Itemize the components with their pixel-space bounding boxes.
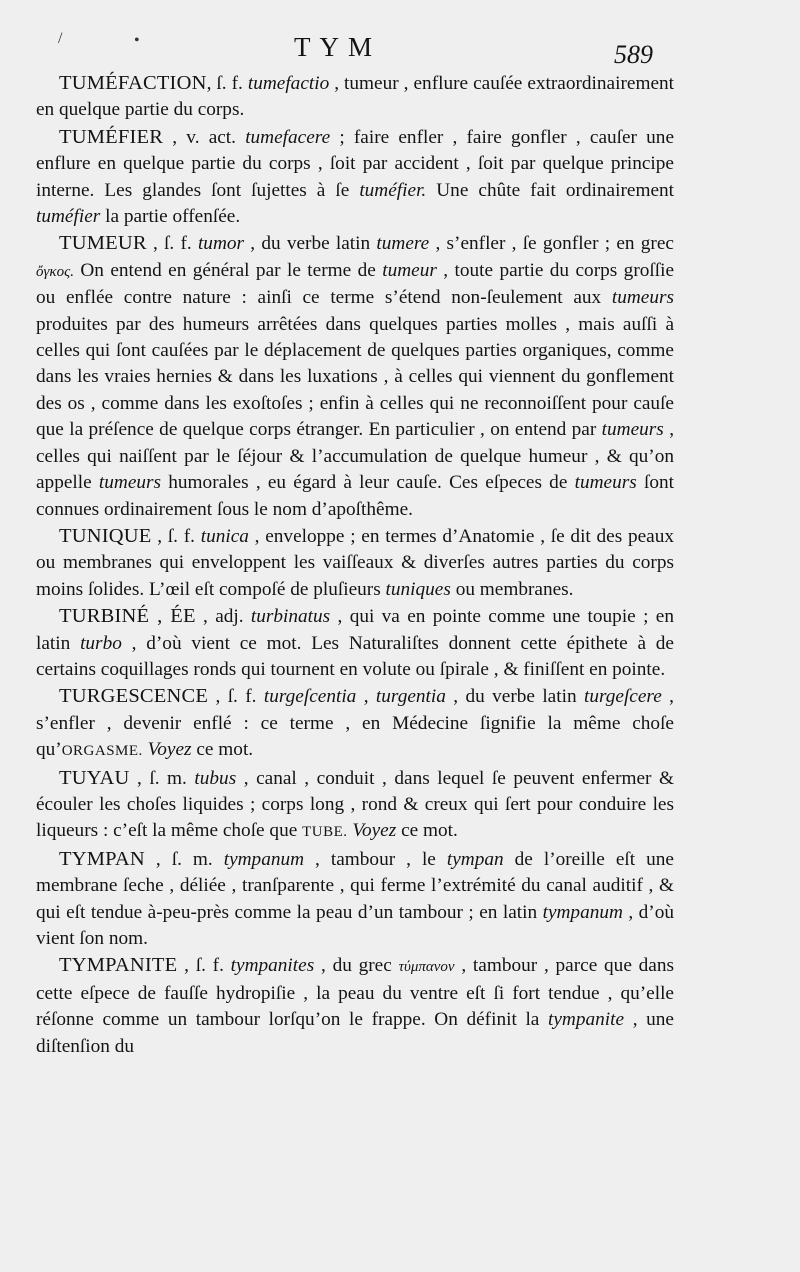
greek-term: ὄγκος. bbox=[36, 263, 74, 280]
entry-text: , s’enfler , ſe gonfler ; en grec bbox=[429, 233, 674, 255]
entry-headword: TUMEUR bbox=[59, 232, 147, 255]
ink-mark: / bbox=[58, 30, 63, 47]
entry-text: , adj. bbox=[195, 606, 251, 628]
entry-turbine bbox=[36, 603, 674, 683]
entry-text: ou membranes. bbox=[450, 578, 574, 600]
running-head: TYM bbox=[294, 32, 381, 62]
latin-term: turgentia bbox=[375, 686, 446, 708]
entry-headword: TUMÉFIER bbox=[59, 125, 164, 148]
entry-text: la partie offenſée. bbox=[100, 206, 241, 228]
latin-term: tumor bbox=[197, 233, 245, 255]
latin-term: turbo bbox=[80, 632, 122, 654]
italic-term: Voyez bbox=[352, 820, 397, 842]
italic-term: tumeurs bbox=[98, 472, 162, 494]
entry-tumefier bbox=[36, 124, 674, 231]
entry-text: On entend en général par le terme de bbox=[73, 259, 383, 281]
italic-term: Voyez bbox=[147, 739, 192, 761]
entry-text: , ſ. m. bbox=[144, 848, 224, 870]
entry-text: Une chûte fait ordinairement bbox=[426, 179, 674, 201]
entry-text: , qui va en pointe comme une toupie ; en latin bbox=[36, 606, 674, 654]
entry-text: , ſ. m. bbox=[129, 767, 195, 789]
greek-term: τύμπανον bbox=[398, 959, 455, 976]
entry-headword: TURBINÉ , ÉE bbox=[59, 605, 196, 628]
latin-term: tumefactio bbox=[247, 73, 330, 94]
entry-turgescence bbox=[36, 683, 674, 764]
entry-text: , bbox=[356, 686, 376, 708]
entry-text: , une diſtenſion du bbox=[36, 1009, 674, 1057]
entry-text: , ſ. f. bbox=[151, 525, 201, 547]
latin-term: turgeſcentia bbox=[263, 686, 357, 708]
entry-text: , tambour , le bbox=[304, 848, 447, 870]
latin-term: tumefacere bbox=[245, 126, 331, 148]
entry-headword: TUMÉFACTION bbox=[59, 72, 207, 94]
entry-tunique bbox=[36, 523, 674, 603]
entry-text: , ſ. f. bbox=[177, 955, 231, 977]
entry-text: , d’où vient ce mot. Les Naturaliſtes donnent cette épithete à de certains coquillages ronds qui tournent en volute ou ſpirale , & finiſſent en pointe. bbox=[36, 632, 674, 680]
italic-term: tumeurs bbox=[601, 419, 664, 441]
entry-text: , canal , conduit , dans lequel ſe peuvent enfermer & écouler les choſes liquides ; corps long , rond & creux qui ſert pour conduire les liqueurs : c’eſt la même choſe que bbox=[36, 767, 674, 842]
entry-text: , du verbe latin bbox=[244, 233, 377, 255]
entry-tumefaction bbox=[36, 70, 674, 124]
latin-term: tumere bbox=[376, 233, 430, 255]
entry-text: , tumeur , enflure cauſée extraordinairement en quelque partie du corps. bbox=[36, 73, 675, 121]
latin-term: tunica bbox=[200, 525, 249, 547]
entry-text: , ſ. f. bbox=[206, 73, 248, 94]
latin-term: turgeſcere bbox=[583, 686, 662, 708]
entry-text: ce mot. bbox=[396, 820, 458, 842]
dictionary-text bbox=[36, 70, 674, 1060]
page-header bbox=[0, 30, 800, 70]
ink-dot: • bbox=[134, 32, 140, 49]
latin-term: turbinatus bbox=[250, 606, 331, 628]
entry-headword: TUNIQUE bbox=[59, 524, 152, 547]
entry-text: , toute partie du corps groſſie ou enflée contre nature : ainſi ce terme s’étend non-ſeulement aux bbox=[36, 259, 675, 309]
latin-term: tympanites bbox=[230, 955, 315, 977]
entry-text: ſont connues ordinairement ſous le nom d’apoſthême. bbox=[36, 472, 674, 520]
entry-text: , celles qui naiſſent par le ſéjour & l’accumulation de quelque humeur , & qu’on appelle bbox=[36, 419, 675, 494]
entry-text: , s’enfler , devenir enflé : ce terme , en Médecine ſignifie la même choſe qu’ bbox=[36, 686, 674, 761]
entry-text: ce mot. bbox=[191, 739, 254, 761]
entry-text: , v. act. bbox=[163, 126, 246, 148]
entry-text: ; faire enfler , faire gonfler , cauſer une enflure en quelque partie du corps , ſoit par accident , ſoit par quelque principe interne. Les glandes ſont ſujettes à ſe bbox=[36, 126, 675, 201]
entry-text: , ſ. f. bbox=[208, 686, 264, 708]
entry-text: humorales , eu égard à leur cauſe. Ces eſpeces de bbox=[161, 472, 575, 494]
page-number: 589 bbox=[614, 40, 653, 69]
entry-text: , d’où vient ſon nom. bbox=[36, 901, 674, 949]
italic-term: tumeurs bbox=[611, 287, 674, 309]
entry-headword: TYMPAN bbox=[59, 847, 145, 870]
italic-term: tuméfier. bbox=[359, 179, 427, 201]
entry-tumeur bbox=[36, 230, 674, 522]
italic-term: tumeurs bbox=[574, 472, 637, 494]
entry-headword: TUYAU bbox=[59, 766, 130, 789]
entry-text: produites par des humeurs arrêtées dans quelques parties molles , mais auſſi à celles qui ſont cauſées par le déplacement de quelques parties organiques, comme dans les vraies hernies & dans les luxations , à celles qui viennent du gonflement des os , comme dans les exoſtoſes ; enfin à celles qui ne reconnoiſſent pour cauſe que la préſence de quelque corps étranger. En particulier , on entend par bbox=[36, 313, 674, 441]
italic-term: tympan bbox=[446, 848, 504, 870]
entry-tuyau bbox=[36, 765, 674, 846]
italic-term: tympanite bbox=[548, 1009, 625, 1031]
entry-text: , enveloppe ; en termes d’Anatomie , ſe dit des peaux ou membranes qui enveloppent les vaiſſeaux & diverſes autres parties du corps moins ſolides. L’œil eſt compoſé de pluſieurs bbox=[36, 525, 675, 600]
entry-tympan bbox=[36, 846, 674, 953]
entry-text: , du grec bbox=[314, 955, 399, 977]
latin-term: tubus bbox=[194, 767, 237, 789]
entry-headword: TURGESCENCE bbox=[59, 685, 209, 708]
latin-term: tympanum bbox=[223, 848, 305, 870]
entry-headword: TYMPANITE bbox=[59, 954, 178, 977]
cross-reference: TUBE. bbox=[302, 824, 348, 841]
italic-term: tumeur bbox=[382, 259, 437, 281]
italic-term: tuméfier bbox=[36, 206, 101, 228]
entry-text: , du verbe latin bbox=[445, 686, 584, 708]
entry-text: , ſ. f. bbox=[146, 233, 198, 255]
entry-text: de l’oreille eſt une membrane ſeche , déliée , tranſparente , qui ferme l’extrémité du canal auditif , & qui eſt tendue à-peu-près comme la peau d’un tambour ; en latin bbox=[36, 848, 674, 923]
entry-tympanite bbox=[36, 952, 674, 1060]
cross-reference: ORGASME. bbox=[61, 743, 143, 760]
latin-term: tympanum bbox=[542, 901, 623, 923]
italic-term: tuniques bbox=[385, 578, 451, 600]
entry-text: , tambour , parce que dans cette eſpece de fauſſe hydropiſie , la peau du ventre eſt ſi fort tendue , qu’elle réſonne comme un tambour lorſqu’on le frappe. On définit la bbox=[36, 955, 674, 1031]
